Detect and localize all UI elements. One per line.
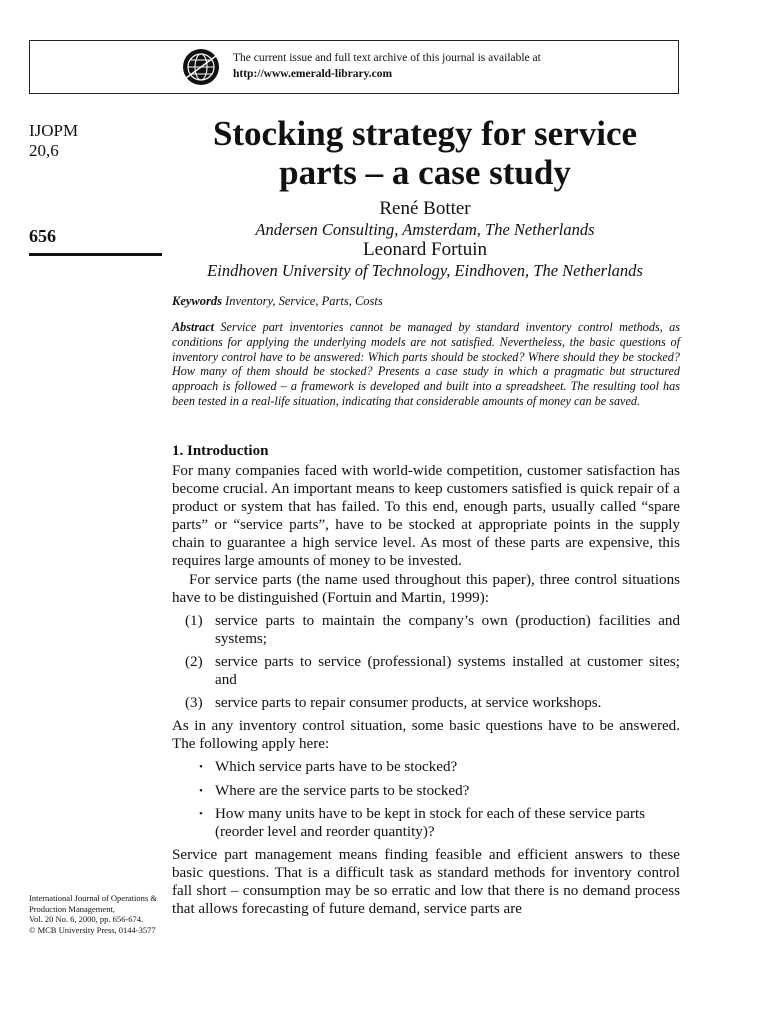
author-name: Leonard Fortuin: [362, 239, 487, 260]
numbered-list-item: [172, 694, 680, 712]
bullet-icon: •: [199, 761, 203, 774]
sidebar-divider: [29, 253, 162, 256]
banner-url-link[interactable]: http://www.emerald-library.com: [233, 68, 393, 80]
citation-line: © MCB University Press, 0144-3577: [29, 924, 156, 935]
keywords-text: Inventory, Service, Parts, Costs: [225, 294, 383, 308]
citation-line: Vol. 20 No. 6, 2000, pp. 656-674.: [29, 914, 144, 924]
volume-issue: 20,6: [29, 141, 59, 160]
paragraph: For many companies faced with world-wide competition, customer satisfaction has become crucial. An important means to keep customers satisfied is quick repair of a product or system that has failed. To this end, enough parts, usually called “spare parts” or “service parts”, have to be stocked at appropriate points in the supply chain to guarantee a high service level. As most of these parts are expensive, this requires large amounts of money to be invested.: [172, 463, 680, 570]
emerald-globe-logo-icon: [182, 48, 220, 86]
bullet-list-item: [172, 782, 680, 800]
journal-availability-banner: [29, 40, 679, 94]
list-item-text: service parts to service (professional) systems installed at customer sites; and: [215, 653, 680, 689]
article-body: [172, 442, 680, 918]
paragraph: As in any inventory control situation, some basic questions have to be answered. The following apply here:: [172, 718, 680, 753]
journal-info: [29, 121, 78, 161]
list-number: (2): [185, 653, 203, 670]
author-name: René Botter: [379, 198, 471, 219]
author-affiliation: Andersen Consulting, Amsterdam, The Netherlands: [255, 220, 595, 239]
page-number: 656: [29, 226, 56, 246]
paper-title: Stocking strategy for service parts – a case study: [212, 114, 638, 192]
keywords-label: Keywords: [172, 294, 222, 308]
paragraph: For service parts (the name used throughout this paper), three control situations have to be distinguished (Fortuin and Martin, 1999):: [172, 571, 680, 606]
list-number: (3): [185, 695, 203, 712]
citation-line: Production Management,: [29, 903, 115, 914]
banner-text: The current issue and full text archive of this journal is available at: [233, 52, 541, 64]
numbered-list: [172, 612, 680, 712]
list-item-text: Which service parts have to be stocked?: [215, 759, 458, 776]
bullet-list-item: [172, 805, 680, 841]
abstract-label: Abstract: [172, 320, 214, 334]
section-heading: 1. Introduction: [172, 443, 269, 459]
citation-line: International Journal of Operations &: [29, 893, 157, 903]
list-item-text: How many units have to be kept in stock for each of these service parts (reorder level and reorder quantity)?: [215, 805, 646, 840]
numbered-list-item: [172, 612, 680, 648]
list-item-text: service parts to maintain the company’s own (production) facilities and systems;: [215, 612, 680, 647]
journal-abbrev: IJOPM: [29, 121, 79, 140]
abstract: [172, 320, 680, 409]
abstract-text: Service part inventories cannot be managed by standard inventory control methods, as conditions for applying the underlying models are not satisfied. Nevertheless, the basic questions of inventory control have to be answered: Which parts should be stocked? Where should they be stocked? How many of them should be stocked? Presents a case study in which a pragmatic but structured approach is followed – a framework is developed and built into a spreadsheet. The resulting tool has been tested in a real-life situation, indicating that considerable amounts of money can be saved.: [172, 320, 680, 408]
paragraph: Service part management means finding feasible and efficient answers to these basic questions. That is a difficult task as standard methods for inventory control fall short – consumption may be so erratic and low that there is no demand process that allows forecasting of future demand, service parts are: [172, 846, 680, 918]
bullet-list-item: [172, 758, 680, 776]
author-affiliation: Eindhoven University of Technology, Eindhoven, The Netherlands: [207, 261, 643, 280]
bullet-icon: •: [199, 807, 203, 820]
bullet-icon: •: [199, 784, 203, 797]
list-item-text: service parts to repair consumer products, at service workshops.: [215, 695, 602, 712]
journal-citation: [29, 893, 169, 935]
bullet-list: [172, 758, 680, 840]
list-item-text: Where are the service parts to be stocked?: [215, 782, 470, 799]
keywords: [172, 294, 680, 309]
list-number: (1): [185, 612, 203, 629]
numbered-list-item: [172, 653, 680, 689]
